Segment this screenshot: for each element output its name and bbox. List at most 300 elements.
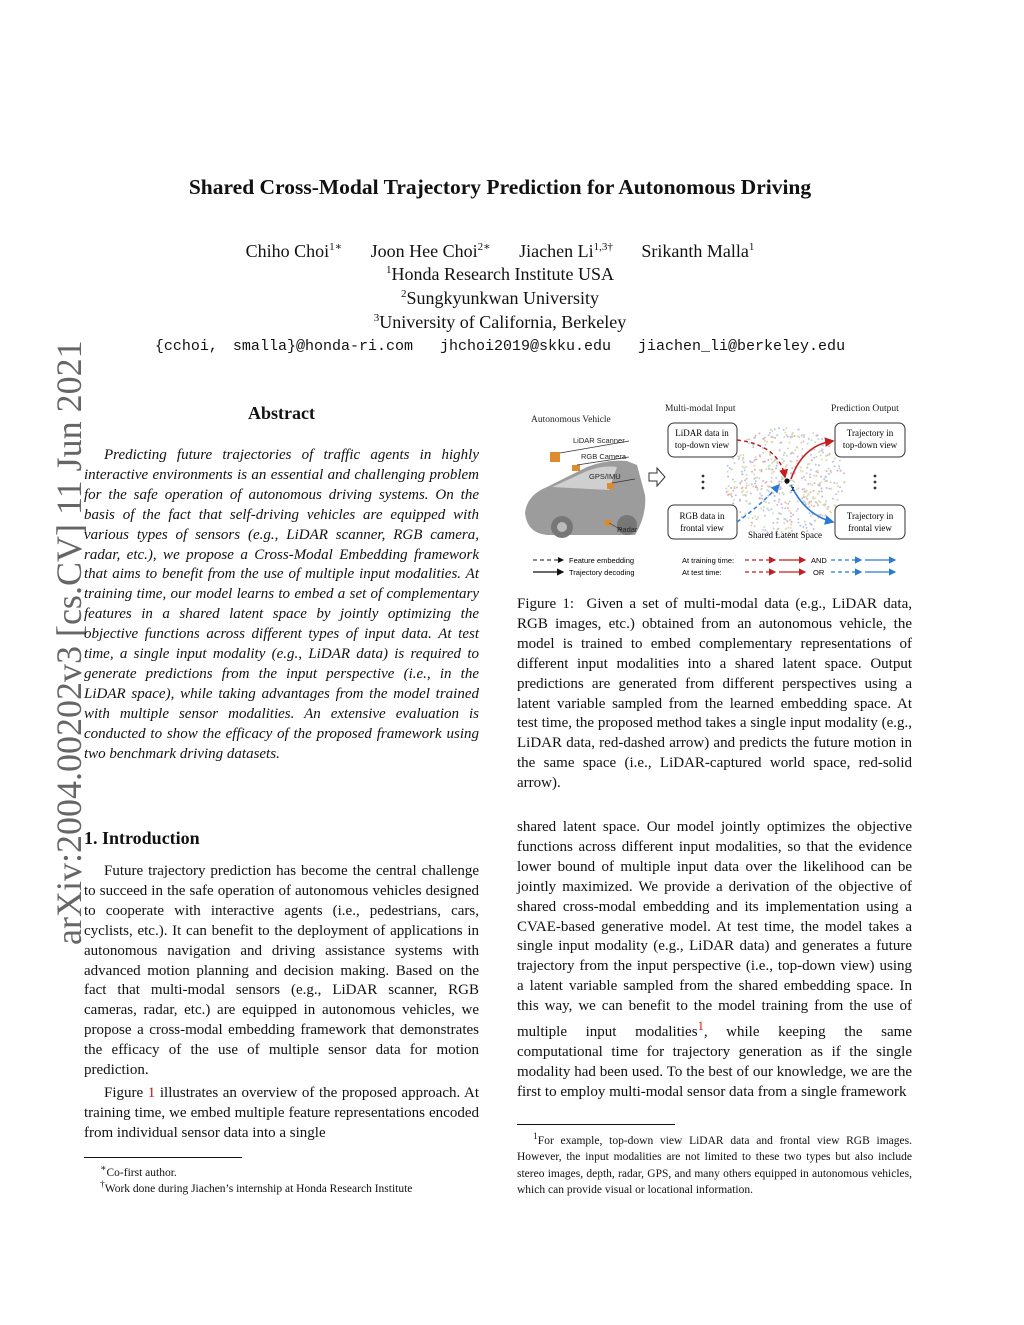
output-box-topdown-label: Trajectory in [846,428,894,438]
latent-sample-dot [818,500,820,502]
latent-sample-dot [828,473,830,475]
latent-sample-dot [825,476,827,478]
latent-sample-dot [768,434,770,436]
latent-sample-dot [839,460,841,462]
section-heading-introduction: 1. Introduction [84,828,200,848]
latent-sample-dot [761,469,763,471]
latent-sample-dot [821,488,823,490]
latent-sample-dot [764,515,766,517]
author: Jiachen $Li^{1,3\dagger}$ [519,241,613,261]
latent-sample-dot [789,519,791,521]
latent-sample-dot [775,477,777,479]
latent-sample-dot [778,501,780,503]
latent-sample-dot [730,469,732,471]
latent-sample-dot [742,486,744,488]
latent-sample-dot [759,454,761,456]
latent-sample-dot [808,501,810,503]
affiliation: $^3$University of California, Berkeley [373,312,627,332]
latent-sample-dot [813,457,815,459]
latent-sample-dot [802,471,804,473]
latent-sample-dot [762,510,764,512]
latent-sample-dot [817,493,819,495]
latent-sample-dot [752,517,754,519]
latent-sample-dot [728,493,730,495]
latent-sample-dot [769,453,771,455]
latent-sample-dot [736,487,738,489]
figure-reference-link[interactable]: 1 [147,1085,156,1101]
latent-sample-dot [776,504,778,506]
latent-sample-dot [834,465,836,467]
sensor-marker [572,465,580,471]
latent-sample-dot [787,521,789,523]
latent-sample-dot [740,454,742,456]
latent-sample-dot [816,475,818,477]
footnote: ∗Co-first author. [100,1163,177,1179]
latent-sample-dot [806,490,808,492]
latent-sample-dot [742,490,744,492]
latent-sample-dot [771,477,773,479]
intro-paragraph: Figure 1 illustrates an overview of the proposed approach. At training time, we embed multiple feature representations encoded from individual sensor data into a single [84,1085,479,1141]
latent-sample-dot [815,464,817,466]
latent-sample-dot [824,480,826,482]
latent-sample-dot [812,498,814,500]
latent-sample-dot [792,480,794,482]
latent-sample-dot [810,491,812,493]
latent-sample-dot [771,462,773,464]
latent-sample-dot [806,472,808,474]
latent-sample-dot [816,456,818,458]
latent-sample-dot [796,510,798,512]
latent-sample-dot [787,527,789,529]
latent-sample-dot [828,454,830,456]
latent-sample-dot [796,446,798,448]
email: {cchoi, smalla}@honda-ri.com [154,338,413,355]
latent-sample-dot [727,490,729,492]
latent-sample-dot [804,490,806,492]
latent-sample-dot [784,431,786,433]
latent-sample-dot [734,486,736,488]
latent-sample-dot [790,472,792,474]
latent-sample-dot [817,504,819,506]
latent-sample-dot [813,505,815,507]
latent-sample-dot [779,486,781,488]
legend-label: Trajectory decoding [569,568,635,577]
sensor-marker [605,520,611,526]
latent-sample-dot [814,482,816,484]
latent-sample-dot [753,478,755,480]
latent-sample-dot [779,449,781,451]
latent-sample-dot [780,513,782,515]
latent-variable-point [784,478,789,483]
email: jiachen_li@berkeley.edu [638,338,846,355]
latent-sample-dot [839,486,841,488]
latent-sample-dot [759,469,761,471]
affiliation: $^2$Sungkyunkwan University [401,288,599,308]
latent-sample-dot [821,459,823,461]
output-box-topdown-label: top-down view [842,440,898,450]
latent-sample-dot [798,428,800,430]
latent-sample-dot [742,457,744,459]
latent-sample-dot [827,508,829,510]
latent-sample-dot [777,463,779,465]
latent-sample-dot [834,504,836,506]
latent-sample-dot [790,516,792,518]
latent-sample-dot [743,467,745,469]
latent-sample-dot [746,478,748,480]
output-box-frontal-label: Trajectory in [846,511,894,521]
author: Srikanth Malla$^1$ [641,241,755,261]
input-title: Multi-modal Input [665,404,736,414]
latent-sample-dot [750,493,752,495]
latent-sample-dot [778,512,780,514]
latent-sample-dot [803,440,805,442]
latent-sample-dot [812,432,814,434]
latent-sample-dot [768,509,770,511]
latent-sample-dot [732,479,734,481]
latent-sample-dot [752,486,754,488]
latent-sample-dot [732,503,734,505]
latent-sample-dot [790,512,792,514]
latent-sample-dot [764,440,766,442]
latent-sample-dot [826,470,828,472]
legend-time-label: At training time: [682,556,735,565]
latent-sample-dot [756,487,758,489]
latent-sample-dot [753,465,755,467]
latent-sample-dot [838,491,840,493]
latent-sample-dot [772,522,774,524]
latent-sample-dot [814,520,816,522]
latent-sample-dot [837,499,839,501]
latent-sample-dot [769,432,771,434]
latent-sample-dot [745,495,747,497]
latent-sample-dot [750,525,752,527]
latent-sample-dot [813,490,815,492]
latent-sample-dot [814,441,816,443]
ellipsis-icon [702,475,705,490]
latent-sample-dot [825,500,827,502]
latent-sample-dot [766,441,768,443]
latent-sample-dot [779,488,781,490]
latent-sample-dot [751,483,753,485]
latent-sample-dot [811,439,813,441]
email: jhchoi2019@skku.edu [439,338,612,355]
latent-sample-dot [739,500,741,502]
latent-sample-dot [763,526,765,528]
latent-sample-dot [783,452,785,454]
latent-sample-dot [770,468,772,470]
latent-sample-dot [816,435,818,437]
latent-sample-dot [821,490,823,492]
latent-sample-dot [748,503,750,505]
author: Chiho Choi$^{1∗}$ [245,241,343,261]
latent-sample-dot [771,458,773,460]
latent-sample-dot [753,437,755,439]
footnote-rule [517,1124,675,1125]
abstract-text: Predicting future trajectories of traffic agents in highly interactive environments is an essential and challenging problem for the safe operation of autonomous driving systems. On the basis of the fact that self-driving vehicles are equipped with various types of sensors (e.g., LiDAR scanner, RGB camera, radar, etc.), we propose a Cross-Modal Embedding framework that aims to benefit from the use of multiple input modalities. At training time, our model learns to embed a set of complementary features in a shared latent space by jointly optimizing the objective functions across different types of input data. At test time, a single input modality (e.g., LiDAR data) is required to generate predictions from the input perspective (i.e., in the LiDAR space), while taking advantages from the model trained with multiple sensor modalities. An extensive evaluation is conducted to show the efficacy of the proposed framework using two benchmark driving datasets. [84,447,479,762]
latent-space-label: Shared Latent Space [748,530,822,540]
latent-sample-dot [737,455,739,457]
latent-sample-dot [798,487,800,489]
flow-arrow-icon [649,468,665,486]
latent-sample-dot [777,518,779,520]
latent-sample-dot [792,514,794,516]
latent-sample-dot [787,448,789,450]
latent-sample-dot [748,438,750,440]
latent-sample-dot [758,477,760,479]
latent-sample-dot [828,488,830,490]
latent-sample-dot [828,445,830,447]
latent-sample-dot [778,481,780,483]
latent-sample-dot [813,475,815,477]
latent-sample-dot [751,522,753,524]
latent-sample-dot [770,429,772,431]
latent-sample-dot [818,490,820,492]
latent-sample-dot [765,468,767,470]
sensor-marker [550,452,560,462]
latent-sample-dot [760,507,762,509]
latent-sample-dot [818,451,820,453]
latent-sample-dot [801,448,803,450]
latent-sample-dot [767,508,769,510]
latent-sample-dot [805,496,807,498]
latent-sample-dot [775,467,777,469]
latent-sample-dot [768,502,770,504]
latent-sample-dot [733,499,735,501]
latent-sample-dot [746,485,748,487]
latent-sample-dot [821,448,823,450]
latent-sample-dot [752,461,754,463]
latent-sample-dot [784,501,786,503]
latent-sample-dot [748,517,750,519]
latent-sample-dot [822,515,824,517]
latent-sample-dot [797,518,799,520]
latent-sample-dot [803,476,805,478]
latent-sample-dot [835,493,837,495]
input-box-rgb-label: frontal view [680,523,724,533]
latent-sample-dot [745,513,747,515]
email-list [0,338,1000,355]
latent-sample-dot [781,458,783,460]
latent-sample-dot [761,498,763,500]
latent-sample-dot [760,488,762,490]
latent-sample-dot [730,487,732,489]
latent-sample-dot [767,466,769,468]
latent-sample-dot [774,459,776,461]
latent-sample-dot [762,480,764,482]
latent-sample-dot [728,485,730,487]
latent-sample-dot [808,438,810,440]
latent-sample-dot [753,460,755,462]
input-box-rgb-label: RGB data in [679,511,725,521]
latent-sample-dot [754,469,756,471]
author: Joon Hee Choi$^{2∗}$ [370,241,491,261]
latent-sample-dot [828,506,830,508]
latent-sample-dot [797,456,799,458]
latent-sample-dot [727,465,729,467]
latent-sample-dot [766,489,768,491]
latent-sample-dot [793,435,795,437]
latent-sample-dot [727,476,729,478]
latent-sample-dot [801,477,803,479]
latent-sample-dot [797,501,799,503]
latent-sample-dot [788,442,790,444]
paper-title: Shared Cross-Modal Trajectory Prediction for Autonomous Driving [188,175,812,199]
latent-sample-dot [837,485,839,487]
latent-sample-dot [830,512,832,514]
latent-sample-dot [808,506,810,508]
latent-sample-dot [811,524,813,526]
latent-sample-dot [734,481,736,483]
latent-sample-dot [783,460,785,462]
latent-sample-dot [824,503,826,505]
latent-sample-dot [809,473,811,475]
latent-sample-dot [764,444,766,446]
latent-sample-dot [807,483,809,485]
ellipsis-icon [874,475,877,490]
latent-sample-dot [811,504,813,506]
latent-sample-dot [780,442,782,444]
latent-sample-dot [822,451,824,453]
latent-sample-dot [782,477,784,479]
latent-sample-dot [761,495,763,497]
latent-sample-dot [781,507,783,509]
latent-sample-dot [786,472,788,474]
latent-sample-dot [746,474,748,476]
latent-sample-dot [756,518,758,520]
latent-sample-dot [792,432,794,434]
latent-sample-dot [770,486,772,488]
figure-1-diagram [517,395,917,590]
latent-sample-dot [730,493,732,495]
latent-sample-dot [778,483,780,485]
latent-sample-dot [810,483,812,485]
latent-sample-dot [762,452,764,454]
latent-sample-dot [802,488,804,490]
latent-sample-dot [787,507,789,509]
latent-sample-dot [821,496,823,498]
sensor-marker [607,483,614,489]
latent-sample-dot [809,476,811,478]
latent-sample-dot [796,489,798,491]
latent-sample-dot [755,480,757,482]
latent-sample-dot [744,469,746,471]
intro-paragraph: Future trajectory prediction has become the central challenge to succeed in the safe operation of autonomous vehicles designed to cooperate with interactive agents (i.e., pedestrians, cars, cyclists, etc.). It can benefit to the deployment of applications in autonomous navigation and driving assistance systems with advanced motion planning and decision making. Based on the fact that multi-modal sensors (e.g., LiDAR scanner, RGB cameras, radar, etc.) are equipped in autonomous vehicles, we propose a cross-modal embedding framework that demonstrates the efficacy of the use of multiple sensor data for motion prediction. [84,863,479,1079]
latent-sample-dot [731,496,733,498]
latent-sample-dot [794,449,796,451]
latent-sample-dot [742,459,744,461]
latent-sample-dot [781,481,783,483]
latent-sample-dot [758,433,760,435]
latent-sample-dot [752,446,754,448]
latent-sample-dot [778,493,780,495]
latent-sample-dot [811,459,813,461]
latent-sample-dot [774,437,776,439]
latent-sample-dot [810,515,812,517]
output-box-frontal-label: frontal view [848,523,892,533]
latent-sample-dot [776,434,778,436]
latent-sample-dot [836,483,838,485]
latent-sample-dot [830,488,832,490]
latent-sample-dot [820,476,822,478]
latent-sample-dot [804,479,806,481]
latent-sample-dot [796,460,798,462]
latent-sample-dot [793,452,795,454]
latent-sample-dot [739,511,741,513]
latent-sample-dot [843,472,845,474]
latent-sample-dot [799,525,801,527]
footnote: †Work done during Jiachen’s internship at Honda Research Institute [100,1179,413,1195]
latent-sample-dot [763,500,765,502]
latent-sample-dot [830,471,832,473]
latent-sample-dot [819,484,821,486]
latent-sample-dot [762,447,764,449]
latent-sample-dot [806,498,808,500]
latent-sample-dot [757,489,759,491]
latent-sample-dot [746,500,748,502]
latent-sample-dot [778,499,780,501]
latent-sample-dot [748,484,750,486]
intro-paragraph-continued: shared latent space. Our model jointly optimizes the objective functions across different input modalities, so that the evidence lower bound of multiple input data over the likelihood can be jointly maximized. We provide a derivation of the objective of shared cross-modal embedding and its implementation using a CVAE-based generative model. At test time, the model takes a single input modality (e.g., LiDAR data) and generates a future trajectory from the input perspective (i.e., top-down view) using a latent variable sampled from the shared embedding space. In this way, we can benefit to the model training from the use of multiple input modalities$^1$, while keeping the same computational time for trajectory generation as if the single modality had been used. To the best of our knowledge, we are the first to employ multi-modal sensor data from a single framework [517,819,912,1100]
latent-sample-dot [824,515,826,517]
figure-caption: Figure 1: Given a set of multi-modal data (e.g., LiDAR data, RGB images, etc.) obtained from an autonomous vehicle, the model is trained to embed complementary representations of different input modalities into a shared latent space. Output predictions are generated from different perspectives using a latent variable sampled from the learned embedding space. At test time, the proposed method takes a single input modality (e.g., LiDAR data, red-dashed arrow) and predicts the future motion in the same space (i.e., LiDAR-captured world space, red-solid arrow). [517,596,912,792]
latent-sample-dot [746,483,748,485]
sensor-label: Radar [617,525,638,534]
latent-sample-dot [782,462,784,464]
legend-op-label: AND [811,556,827,565]
latent-sample-dot [803,436,805,438]
latent-sample-dot [787,503,789,505]
latent-sample-dot [761,485,763,487]
latent-sample-dot [810,469,812,471]
latent-sample-dot [778,427,780,429]
footnote-rule [84,1157,242,1158]
footnote-reference-link[interactable]: 1 [697,1019,704,1034]
latent-sample-dot [742,494,744,496]
latent-sample-dot [826,487,828,489]
latent-sample-dot [786,434,788,436]
latent-sample-dot [805,524,807,526]
latent-sample-dot [833,482,835,484]
author-list [0,240,1000,262]
latent-sample-dot [757,516,759,518]
latent-sample-dot [806,527,808,529]
sensor-label: RGB Camera [581,452,627,461]
latent-sample-dot [768,468,770,470]
latent-sample-dot [785,427,787,429]
latent-sample-dot [767,459,769,461]
latent-sample-dot [838,465,840,467]
latent-sample-dot [807,503,809,505]
latent-sample-dot [780,503,782,505]
latent-sample-dot [773,492,775,494]
latent-sample-dot [797,508,799,510]
latent-sample-dot [732,490,734,492]
latent-sample-dot [800,467,802,469]
latent-sample-dot [741,471,743,473]
sensor-label: GPS/IMU [589,472,621,481]
latent-sample-dot [790,436,792,438]
latent-sample-dot [755,458,757,460]
latent-sample-dot [806,467,808,469]
latent-sample-dot [762,461,764,463]
affiliation: $^1$Honda Research Institute USA [386,264,614,284]
input-box-lidar-label: LiDAR data in [675,428,729,438]
latent-sample-dot [807,495,809,497]
latent-sample-dot [811,484,813,486]
latent-sample-dot [742,454,744,456]
latent-sample-dot [802,526,804,528]
latent-sample-dot [763,506,765,508]
